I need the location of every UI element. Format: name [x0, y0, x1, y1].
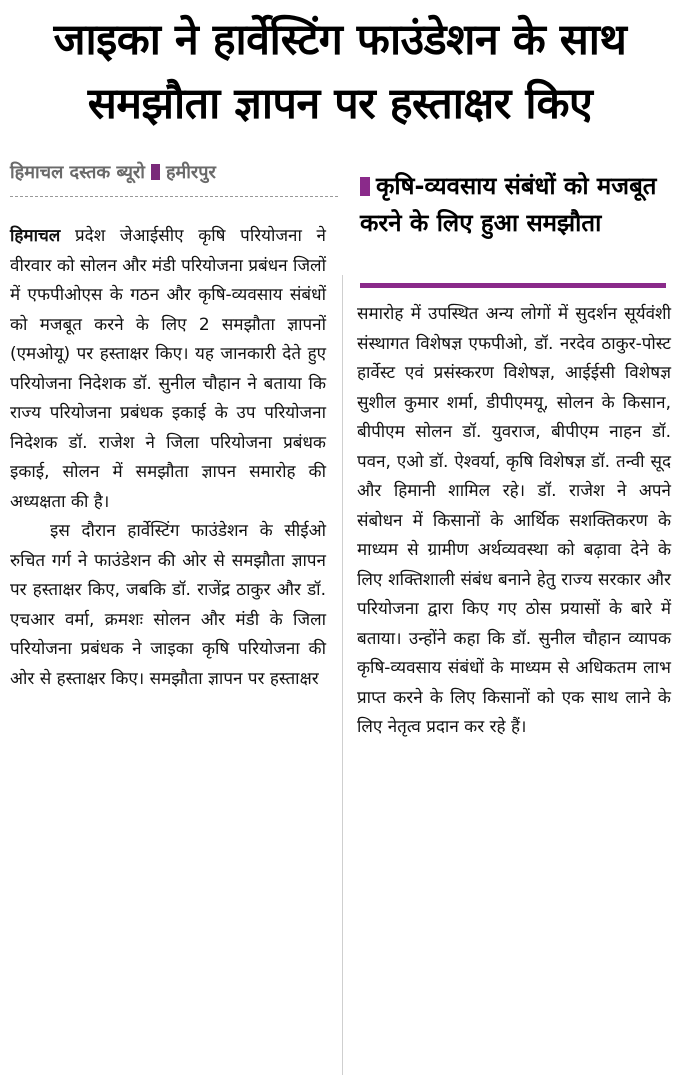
byline-bureau: हिमाचल दस्तक ब्यूरो — [10, 162, 145, 183]
subhead-square-bullet — [360, 177, 370, 196]
article-lead-word: हिमाचल — [10, 226, 61, 246]
column-divider — [342, 275, 343, 1075]
byline-location: हमीरपुर — [165, 162, 216, 183]
article-column-right — [357, 300, 671, 743]
article-paragraph-2: इस दौरान हार्वेस्टिंग फाउंडेशन के सीईओ रुचित गर्ग ने फाउंडेशन की ओर से समझौता ज्ञापन पर हस्ताक्षर किए, जबकि डॉ. राजेंद्र ठाकुर और डॉ. एचआर वर्मा, क्रमशः सोलन और मंडी के जिला परियोजना प्रबंधक ने जाइका कृषि परियोजना की ओर से हस्ताक्षर किए। समझौता ज्ञापन पर हस्ताक्षर — [10, 521, 326, 689]
subhead — [360, 168, 670, 242]
article-paragraph-1 — [10, 222, 326, 517]
subhead-underline — [360, 283, 666, 288]
headline-line-2: समझौता ज्ञापन पर हस्ताक्षर किए — [87, 79, 593, 129]
byline — [10, 160, 340, 184]
article-column-left — [10, 222, 326, 694]
article-paragraph-1-text: प्रदेश जेआईसीए कृषि परियोजना ने वीरवार को सोलन और मंडी परियोजना प्रबंधन जिलों में एफपीओएस के गठन और कृषि-व्यवसाय संबंधों को मजबूत करने के लिए 2 समझौता ज्ञापनों (एमओयू) पर हस्ताक्षर किए। यह जानकारी देते हुए परियोजना निदेशक डॉ. सुनील चौहान ने बताया कि राज्य परियोजना प्रबंधक इकाई के उप परियोजना निदेशक डॉ. राजेश ने जिला परियोजना प्रबंधक इकाई, सोलन में समझौता ज्ञापन समारोह की अध्यक्षता की है। — [10, 226, 326, 512]
headline — [0, 8, 680, 136]
headline-line-1: जाइका ने हार्वेस्टिंग फाउंडेशन के साथ — [53, 15, 627, 65]
byline-separator-square — [151, 164, 160, 180]
subhead-text: कृषि-व्यवसाय संबंधों को मजबूत करने के लिए हुआ समझौता — [360, 172, 657, 237]
byline-divider — [10, 196, 338, 197]
article-paragraph-3: समारोह में उपस्थित अन्य लोगों में सुदर्शन सूर्यवंशी संस्थागत विशेषज्ञ एफपीओ, डॉ. नरदेव ठाकुर-पोस्ट हार्वेस्ट एवं प्रसंस्करण विशेषज्ञ, आईईसी विशेषज्ञ सुशील कुमार शर्मा, डीपीएमयू, सोलन के किसान, बीपीएम सोलन डॉ. युवराज, बीपीएम नाहन डॉ. पवन, एओ डॉ. ऐश्वर्या, कृषि विशेषज्ञ डॉ. तन्वी सूद और हिमानी शामिल रहे। डॉ. राजेश ने अपने संबोधन में किसानों के आर्थिक सशक्तिकरण के माध्यम से ग्रामीण अर्थव्यवस्था को बढ़ावा देने के लिए शक्तिशाली संबंध बनाने हेतु राज्य सरकार और परियोजना द्वारा किए गए ठोस प्रयासों के बारे में बताया। उन्होंने कहा कि डॉ. सुनील चौहान व्यापक कृषि-व्यवसाय संबंधों के माध्यम से अधिकतम लाभ प्राप्त करने के लिए किसानों को एक साथ लाने के लिए नेतृत्व प्रदान कर रहे हैं। — [357, 304, 671, 737]
